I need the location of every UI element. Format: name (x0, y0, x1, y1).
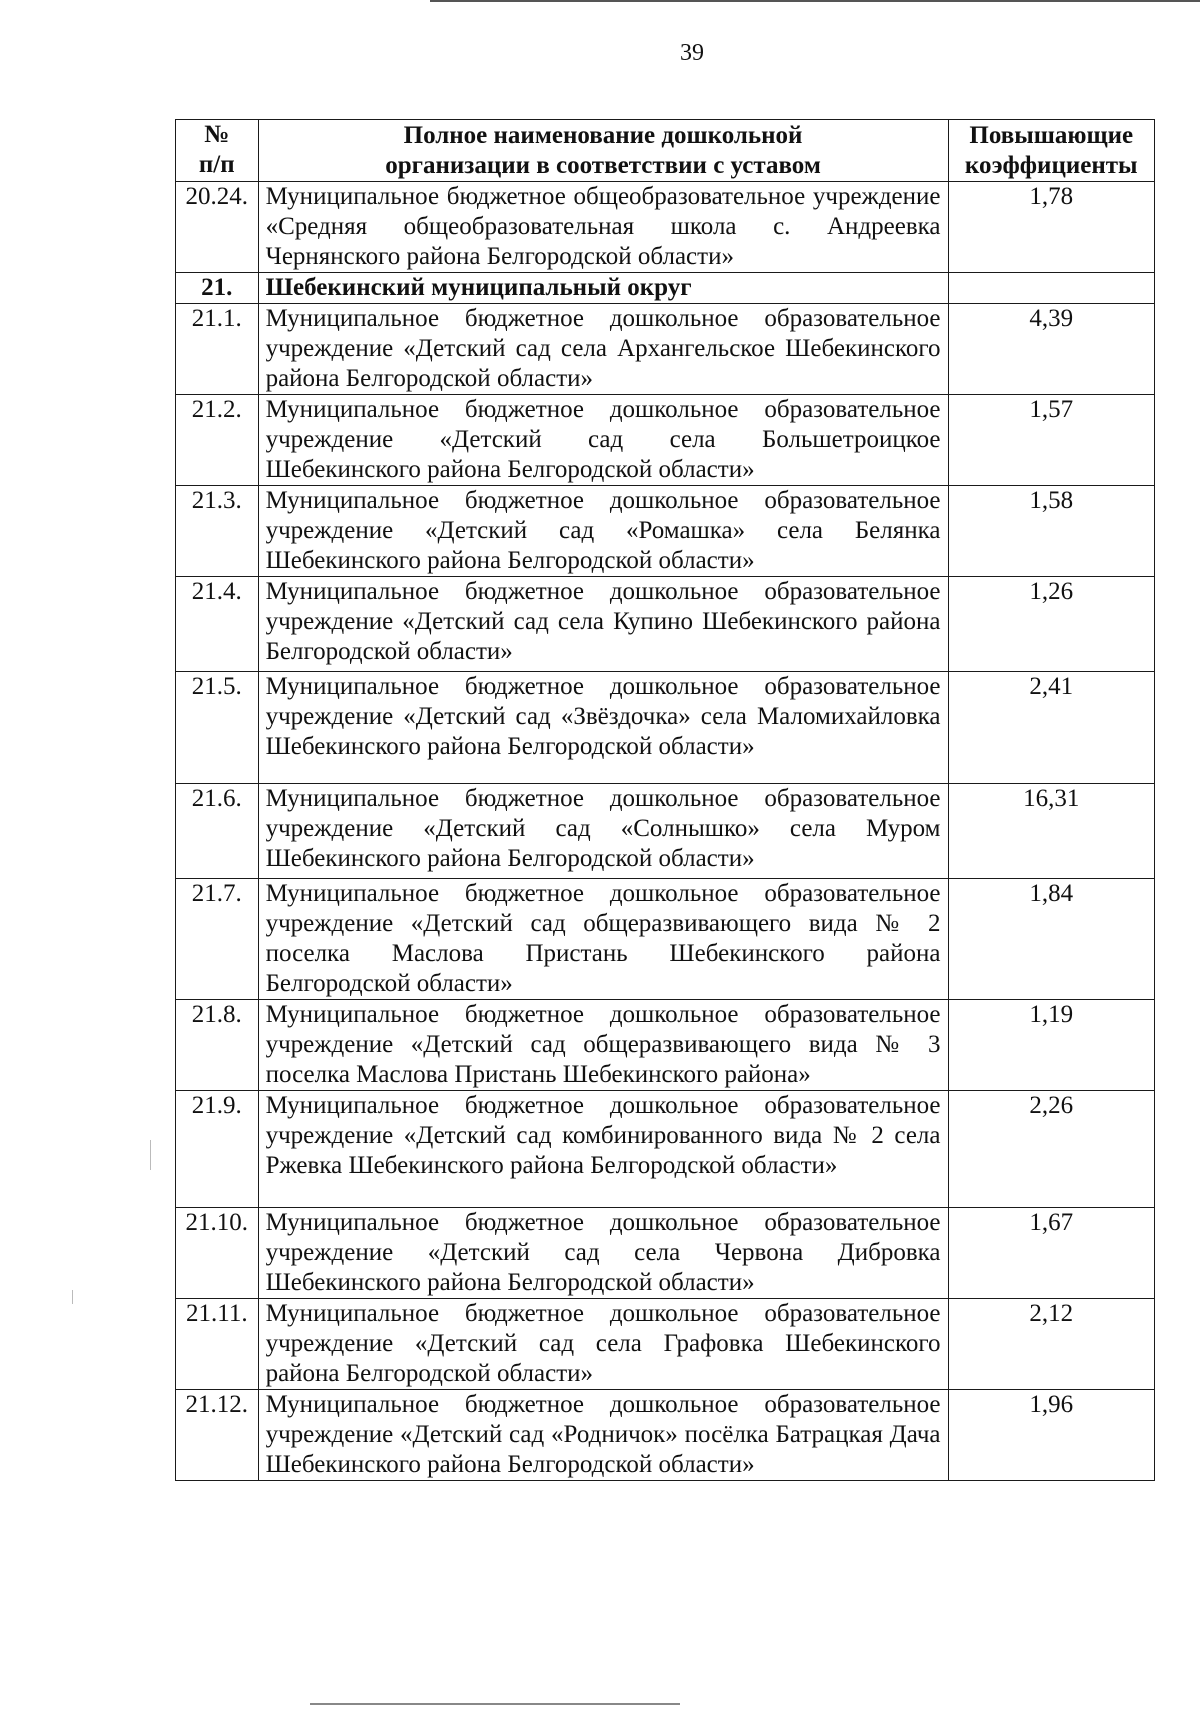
row-number: 20.24. (176, 182, 259, 273)
organization-name: Муниципальное бюджетное дошкольное образовательное учреждение «Детский сад села Червона Дибровка Шебекинского района Белгородской области» (258, 1208, 948, 1299)
coefficient-value (948, 273, 1155, 304)
table-row (176, 395, 1155, 486)
table-row (176, 672, 1155, 784)
organization-name: Муниципальное бюджетное дошкольное образовательное учреждение «Детский сад села Большетроицкое Шебекинского района Белгородской области» (258, 395, 948, 486)
coefficient-value: 1,58 (948, 486, 1155, 577)
coefficient-value: 4,39 (948, 304, 1155, 395)
organization-name: Муниципальное бюджетное дошкольное образовательное учреждение «Детский сад «Звёздочка» села Маломихайловка Шебекинского района Белгородской области» (258, 672, 948, 784)
coefficient-value: 1,57 (948, 395, 1155, 486)
row-number: 21.4. (176, 577, 259, 672)
coefficient-value: 1,26 (948, 577, 1155, 672)
row-number: 21.10. (176, 1208, 259, 1299)
section-title: Шебекинский муниципальный округ (258, 273, 948, 304)
coefficient-value: 1,96 (948, 1390, 1155, 1481)
organization-name: Муниципальное бюджетное дошкольное образовательное учреждение «Детский сад комбинированного вида № 2 села Ржевка Шебекинского района Белгородской области» (258, 1091, 948, 1208)
section-row (176, 273, 1155, 304)
organization-name: Муниципальное бюджетное дошкольное образовательное учреждение «Детский сад села Архангельское Шебекинского района Белгородской области» (258, 304, 948, 395)
organization-name: Муниципальное бюджетное дошкольное образовательное учреждение «Детский сад общеразвивающего вида № 2 поселка Маслова Пристань Шебекинского района Белгородской области» (258, 879, 948, 1000)
organization-name: Муниципальное бюджетное дошкольное образовательное учреждение «Детский сад общеразвивающего вида № 3 поселка Маслова Пристань Шебекинского района» (258, 1000, 948, 1091)
table-row (176, 577, 1155, 672)
row-number: 21.1. (176, 304, 259, 395)
row-number: 21. (176, 273, 259, 304)
coefficients-table (175, 119, 1155, 1481)
organization-name: Муниципальное бюджетное дошкольное образовательное учреждение «Детский сад «Родничок» посёлка Батрацкая Дача Шебекинского района Белгородской области» (258, 1390, 948, 1481)
table-header-row (176, 120, 1155, 182)
row-number: 21.2. (176, 395, 259, 486)
organization-name: Муниципальное бюджетное дошкольное образовательное учреждение «Детский сад села Купино Шебекинского района Белгородской области» (258, 577, 948, 672)
row-number: 21.9. (176, 1091, 259, 1208)
row-number: 21.7. (176, 879, 259, 1000)
scan-edge-line (310, 1703, 680, 1705)
row-number: 21.5. (176, 672, 259, 784)
table-row (176, 1000, 1155, 1091)
organization-name: Муниципальное бюджетное дошкольное образовательное учреждение «Детский сад села Графовка Шебекинского района Белгородской области» (258, 1299, 948, 1390)
coefficient-value: 2,41 (948, 672, 1155, 784)
row-number: 21.12. (176, 1390, 259, 1481)
row-number: 21.3. (176, 486, 259, 577)
coefficient-value: 2,26 (948, 1091, 1155, 1208)
organization-name: Муниципальное бюджетное общеобразовательное учреждение «Средняя общеобразовательная школа с. Андреевка Чернянского района Белгородской области» (258, 182, 948, 273)
row-number: 21.8. (176, 1000, 259, 1091)
table-row (176, 1299, 1155, 1390)
coefficient-value: 1,19 (948, 1000, 1155, 1091)
coefficient-value: 2,12 (948, 1299, 1155, 1390)
table-row (176, 1091, 1155, 1208)
table-row (176, 879, 1155, 1000)
table-row (176, 1208, 1155, 1299)
coefficient-value: 1,84 (948, 879, 1155, 1000)
header-num: № п/п (176, 120, 259, 182)
table-row (176, 784, 1155, 879)
table-row (176, 486, 1155, 577)
table-row (176, 1390, 1155, 1481)
scan-artifact (150, 1140, 151, 1170)
coefficient-value: 1,67 (948, 1208, 1155, 1299)
header-name: Полное наименование дошкольной организации в соответствии с уставом (258, 120, 948, 182)
row-number: 21.6. (176, 784, 259, 879)
organization-name: Муниципальное бюджетное дошкольное образовательное учреждение «Детский сад «Солнышко» села Муром Шебекинского района Белгородской области» (258, 784, 948, 879)
scan-artifact (72, 1290, 73, 1304)
organization-name: Муниципальное бюджетное дошкольное образовательное учреждение «Детский сад «Ромашка» села Белянка Шебекинского района Белгородской области» (258, 486, 948, 577)
coefficient-value: 16,31 (948, 784, 1155, 879)
table-row (176, 304, 1155, 395)
scan-edge-line (430, 0, 1200, 2)
row-number: 21.11. (176, 1299, 259, 1390)
table-row (176, 182, 1155, 273)
coefficient-value: 1,78 (948, 182, 1155, 273)
header-coefficient: Повышающие коэффициенты (948, 120, 1155, 182)
